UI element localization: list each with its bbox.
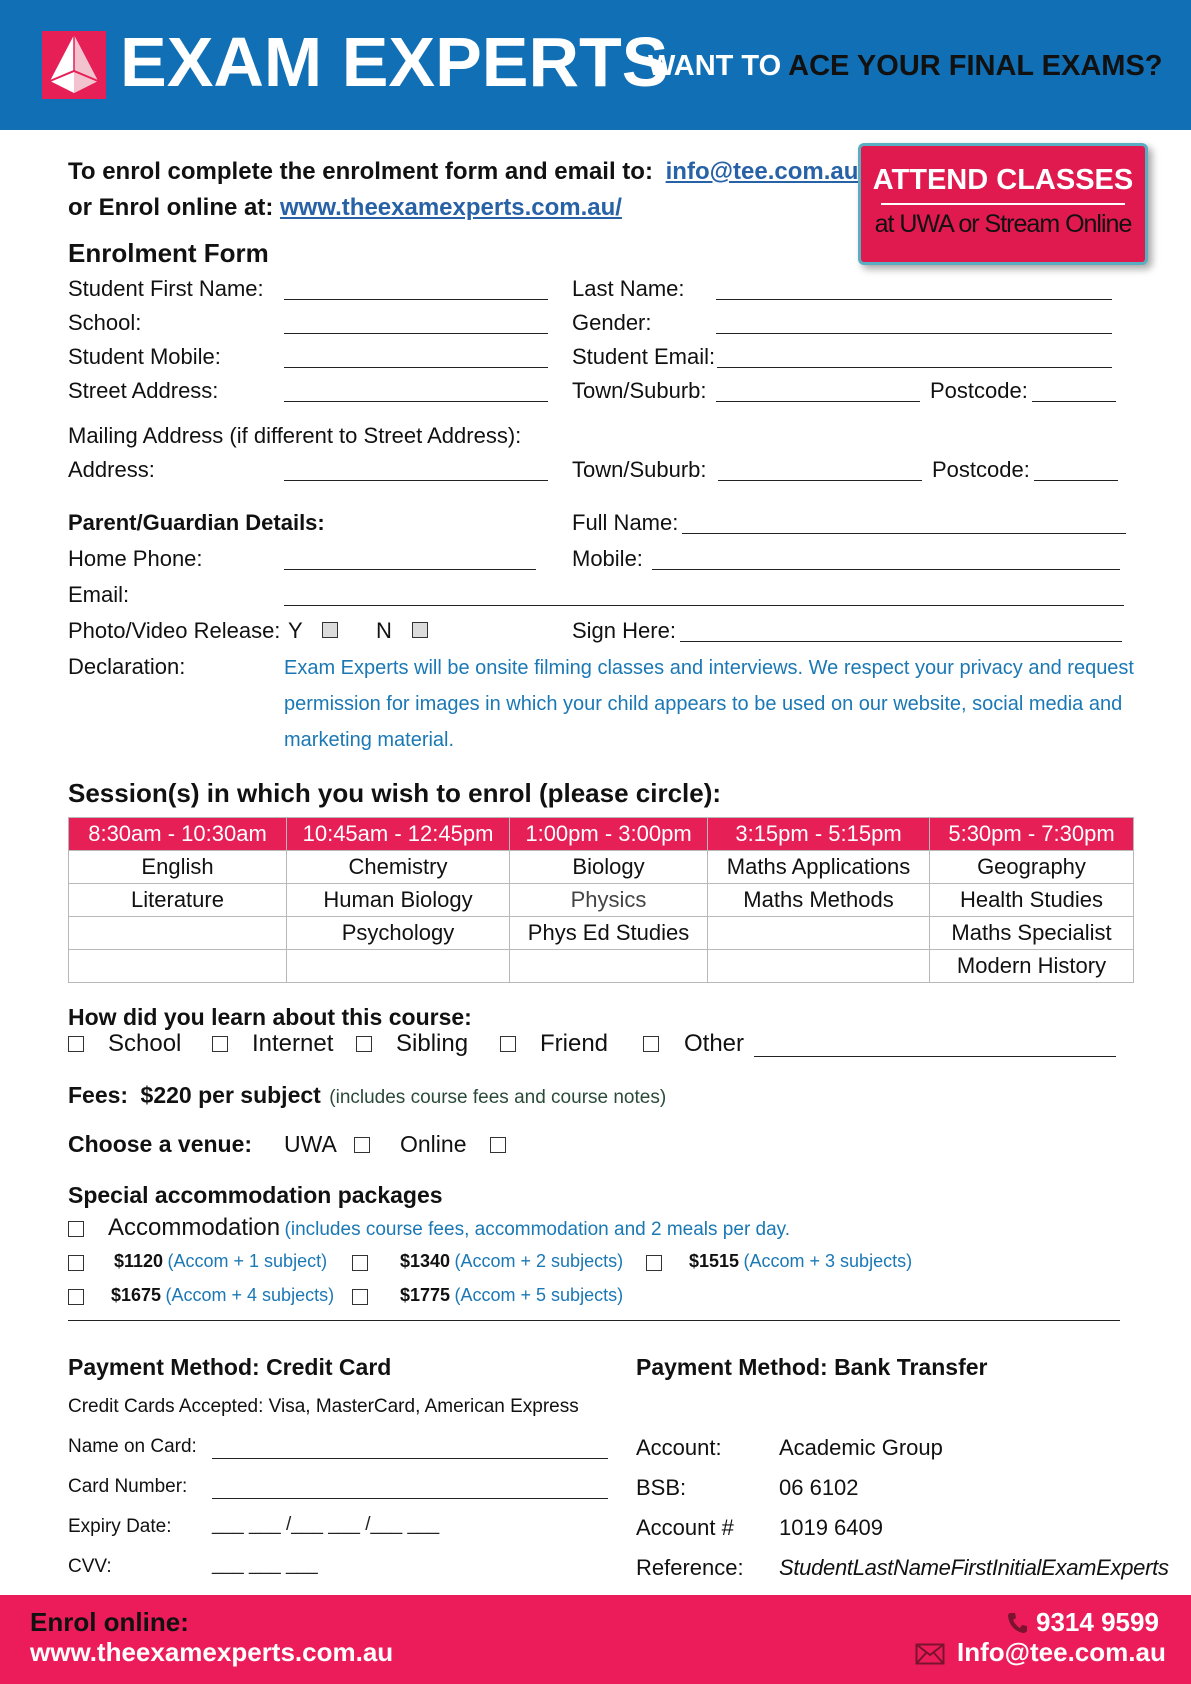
footer-email[interactable]: Info@tee.com.au	[957, 1637, 1166, 1667]
mail-icon	[915, 1643, 945, 1670]
session-subject	[287, 950, 510, 983]
learn-friend-checkbox[interactable]	[500, 1036, 516, 1052]
cvv-label: CVV:	[68, 1556, 112, 1577]
accommodation-note: (includes course fees, accommodation and 2 meals per day.	[284, 1219, 791, 1240]
mailing-address-label: Address:	[68, 457, 155, 482]
tagline-prefix: WANT TO	[648, 50, 782, 82]
parent-mobile-field[interactable]	[652, 569, 1120, 570]
intro-email-prefix: To enrol complete the enrolment form and email to:	[68, 158, 653, 185]
session-time-3: 1:00pm - 3:00pm	[510, 818, 708, 851]
session-subject[interactable]: Chemistry	[287, 851, 510, 884]
sessions-header-row	[69, 818, 1134, 851]
last-name-label: Last Name:	[572, 276, 685, 301]
school-label: School:	[68, 310, 142, 335]
expiry-label: Expiry Date:	[68, 1516, 172, 1537]
learn-internet-checkbox[interactable]	[212, 1036, 228, 1052]
attend-badge-title: ATTEND CLASSES	[872, 164, 1134, 196]
mailing-town-label: Town/Suburb:	[572, 457, 707, 482]
signature-field[interactable]	[680, 641, 1122, 642]
learn-other-checkbox[interactable]	[643, 1036, 659, 1052]
session-subject	[69, 950, 287, 983]
session-subject	[708, 917, 930, 950]
student-mobile-label: Student Mobile:	[68, 344, 221, 369]
session-subject[interactable]: Phys Ed Studies	[510, 917, 708, 950]
postcode-field[interactable]	[1032, 401, 1116, 402]
venue-online-label: Online	[400, 1131, 467, 1157]
session-subject	[510, 950, 708, 983]
package-desc: (Accom + 3 subjects)	[743, 1251, 913, 1271]
package-price: $1340	[400, 1251, 451, 1271]
street-address-label: Street Address:	[68, 378, 219, 403]
session-time-2: 10:45am - 12:45pm	[287, 818, 510, 851]
session-subject[interactable]: Human Biology	[287, 884, 510, 917]
session-subject[interactable]: Geography	[930, 851, 1134, 884]
session-subject[interactable]: Literature	[69, 884, 287, 917]
learn-school-checkbox[interactable]	[68, 1036, 84, 1052]
mailing-address-field[interactable]	[284, 480, 548, 481]
home-phone-label: Home Phone:	[68, 546, 203, 571]
session-subject[interactable]: Maths Applications	[708, 851, 930, 884]
account-label: Account:	[636, 1435, 722, 1460]
venue-uwa-checkbox[interactable]	[354, 1137, 370, 1153]
photo-release-no-checkbox[interactable]	[412, 622, 428, 638]
photo-release-no-label: N	[376, 618, 392, 643]
pyramid-icon	[42, 31, 106, 99]
accommodation-label: Accommodation	[108, 1214, 281, 1241]
footer-website[interactable]: www.theexamexperts.com.au	[30, 1637, 394, 1667]
reference-value: StudentLastNameFirstInitialExamExperts	[779, 1555, 1169, 1580]
learn-sibling-checkbox[interactable]	[356, 1036, 372, 1052]
section-divider	[68, 1320, 1120, 1321]
fees-line	[68, 1082, 666, 1109]
declaration-text: Exam Experts will be onsite filming classes and interviews. We respect your privacy and request permission for images in which your child appears to be used on our website, social media and marketing material.	[284, 657, 1134, 751]
parent-guardian-heading: Parent/Guardian Details:	[68, 510, 325, 535]
account-value: Academic Group	[779, 1435, 943, 1460]
first-name-field[interactable]	[284, 299, 548, 300]
session-subject[interactable]: Maths Specialist	[930, 917, 1134, 950]
account-number-label: Account #	[636, 1515, 734, 1540]
learn-internet-label: Internet	[252, 1030, 334, 1057]
tagline	[648, 50, 1163, 83]
gender-field[interactable]	[716, 333, 1112, 334]
photo-release-yes-label: Y	[288, 618, 303, 643]
package-3-checkbox[interactable]	[646, 1255, 662, 1271]
package-price: $1675	[111, 1285, 162, 1305]
declaration-label: Declaration:	[68, 654, 186, 679]
session-time-1: 8:30am - 10:30am	[69, 818, 287, 851]
gender-label: Gender:	[572, 310, 652, 335]
session-subject[interactable]: Physics	[510, 884, 708, 917]
mailing-address-heading: Mailing Address (if different to Street Address):	[68, 423, 522, 448]
sessions-heading: Session(s) in which you wish to enrol (please circle):	[68, 778, 722, 808]
package-2-checkbox[interactable]	[352, 1255, 368, 1271]
expiry-field[interactable]: ___ ___ /___ ___ /___ ___	[212, 1514, 440, 1535]
name-on-card-label: Name on Card:	[68, 1436, 197, 1457]
sessions-row-1	[69, 851, 1134, 884]
attend-badge-subtitle: at UWA or Stream Online	[874, 210, 1132, 238]
mailing-postcode-field[interactable]	[1034, 480, 1118, 481]
sessions-row-2	[69, 884, 1134, 917]
postcode-label: Postcode:	[930, 378, 1028, 403]
card-number-field[interactable]	[212, 1498, 608, 1499]
account-number-value: 1019 6409	[779, 1515, 883, 1540]
sessions-row-3	[69, 917, 1134, 950]
home-phone-field[interactable]	[284, 569, 536, 570]
package-price: $1120	[114, 1251, 164, 1271]
town-suburb-field[interactable]	[716, 401, 920, 402]
photo-release-yes-checkbox[interactable]	[322, 622, 338, 638]
package-5-checkbox[interactable]	[352, 1289, 368, 1305]
name-on-card-field[interactable]	[212, 1458, 608, 1459]
mailing-postcode-label: Postcode:	[932, 457, 1030, 482]
brand-title: EXAM EXPERTS	[120, 23, 669, 101]
student-email-label: Student Email:	[572, 344, 716, 369]
session-subject[interactable]: Maths Methods	[708, 884, 930, 917]
bank-transfer-heading: Payment Method: Bank Transfer	[636, 1354, 988, 1380]
student-email-field[interactable]	[717, 367, 1112, 368]
session-time-5: 5:30pm - 7:30pm	[930, 818, 1134, 851]
package-5	[400, 1285, 623, 1306]
session-subject[interactable]: Psychology	[287, 917, 510, 950]
enrolment-form-title: Enrolment Form	[68, 238, 269, 268]
last-name-field[interactable]	[716, 299, 1112, 300]
venue-online-checkbox[interactable]	[490, 1137, 506, 1153]
package-desc: (Accom + 1 subject)	[167, 1251, 328, 1271]
intro-email-link[interactable]: info@tee.com.au	[665, 158, 859, 185]
card-number-label: Card Number:	[68, 1476, 188, 1497]
session-subject[interactable]: Biology	[510, 851, 708, 884]
exam-experts-logo	[42, 31, 106, 99]
accommodation-heading: Special accommodation packages	[68, 1182, 443, 1208]
session-subject[interactable]: Modern History	[930, 950, 1134, 983]
package-1-checkbox[interactable]	[68, 1255, 84, 1271]
accommodation-line	[108, 1214, 790, 1242]
package-desc: (Accom + 2 subjects)	[454, 1251, 624, 1271]
intro-line-2	[68, 194, 622, 222]
bsb-label: BSB:	[636, 1475, 687, 1500]
package-3	[689, 1251, 912, 1272]
learn-other-label: Other	[684, 1030, 745, 1057]
learn-sibling-label: Sibling	[396, 1030, 469, 1057]
package-desc: (Accom + 5 subjects)	[454, 1285, 624, 1305]
photo-release-label: Photo/Video Release:	[68, 618, 281, 643]
package-price: $1775	[400, 1285, 451, 1305]
fees-note: (includes course fees and course notes)	[329, 1087, 667, 1108]
parent-mobile-label: Mobile:	[572, 546, 643, 571]
footer-phone[interactable]: 9314 9599	[1036, 1607, 1159, 1637]
learn-heading: How did you learn about this course:	[68, 1004, 472, 1030]
full-name-label: Full Name:	[572, 510, 679, 535]
full-name-field[interactable]	[682, 533, 1126, 534]
package-1	[114, 1251, 327, 1272]
intro-line-1	[68, 158, 858, 186]
accommodation-checkbox[interactable]	[68, 1221, 84, 1237]
package-price: $1515	[689, 1251, 740, 1271]
intro-website-link[interactable]: www.theexamexperts.com.au/	[280, 194, 622, 221]
session-subject	[708, 950, 930, 983]
tagline-main: ACE YOUR FINAL EXAMS?	[788, 50, 1163, 82]
learn-school-label: School	[108, 1030, 182, 1057]
attend-classes-badge	[858, 143, 1148, 265]
sign-here-label: Sign Here:	[572, 618, 676, 643]
package-2	[400, 1251, 623, 1272]
learn-friend-label: Friend	[540, 1030, 609, 1057]
street-address-field[interactable]	[284, 401, 548, 402]
fees-label: Fees:	[68, 1082, 129, 1108]
town-suburb-label: Town/Suburb:	[572, 378, 707, 403]
credit-card-heading: Payment Method: Credit Card	[68, 1354, 392, 1380]
package-desc: (Accom + 4 subjects)	[165, 1285, 335, 1305]
phone-icon	[1006, 1611, 1028, 1640]
session-subject	[69, 917, 287, 950]
session-subject[interactable]: Health Studies	[930, 884, 1134, 917]
student-mobile-field[interactable]	[284, 367, 548, 368]
reference-label: Reference:	[636, 1555, 744, 1580]
bsb-value: 06 6102	[779, 1475, 859, 1500]
package-4-checkbox[interactable]	[68, 1289, 84, 1305]
attend-badge-divider	[881, 203, 1125, 205]
footer-enrol-label: Enrol online:	[30, 1607, 189, 1637]
venue-uwa-label: UWA	[284, 1131, 337, 1157]
learn-other-field[interactable]	[754, 1056, 1116, 1057]
email-field[interactable]	[284, 605, 1124, 606]
sessions-table	[68, 817, 1134, 983]
venue-label: Choose a venue:	[68, 1131, 253, 1157]
intro-website-prefix: or Enrol online at:	[68, 194, 274, 221]
cvv-field[interactable]: ___ ___ ___	[212, 1554, 318, 1575]
email-label: Email:	[68, 582, 130, 607]
fees-amount: $220 per subject	[140, 1082, 321, 1108]
cards-accepted: Credit Cards Accepted: Visa, MasterCard, American Express	[68, 1396, 579, 1417]
sessions-row-4	[69, 950, 1134, 983]
session-time-4: 3:15pm - 5:15pm	[708, 818, 930, 851]
first-name-label: Student First Name:	[68, 276, 264, 301]
package-4	[111, 1285, 334, 1306]
mailing-town-field[interactable]	[718, 480, 922, 481]
school-field[interactable]	[284, 333, 548, 334]
session-subject[interactable]: English	[69, 851, 287, 884]
